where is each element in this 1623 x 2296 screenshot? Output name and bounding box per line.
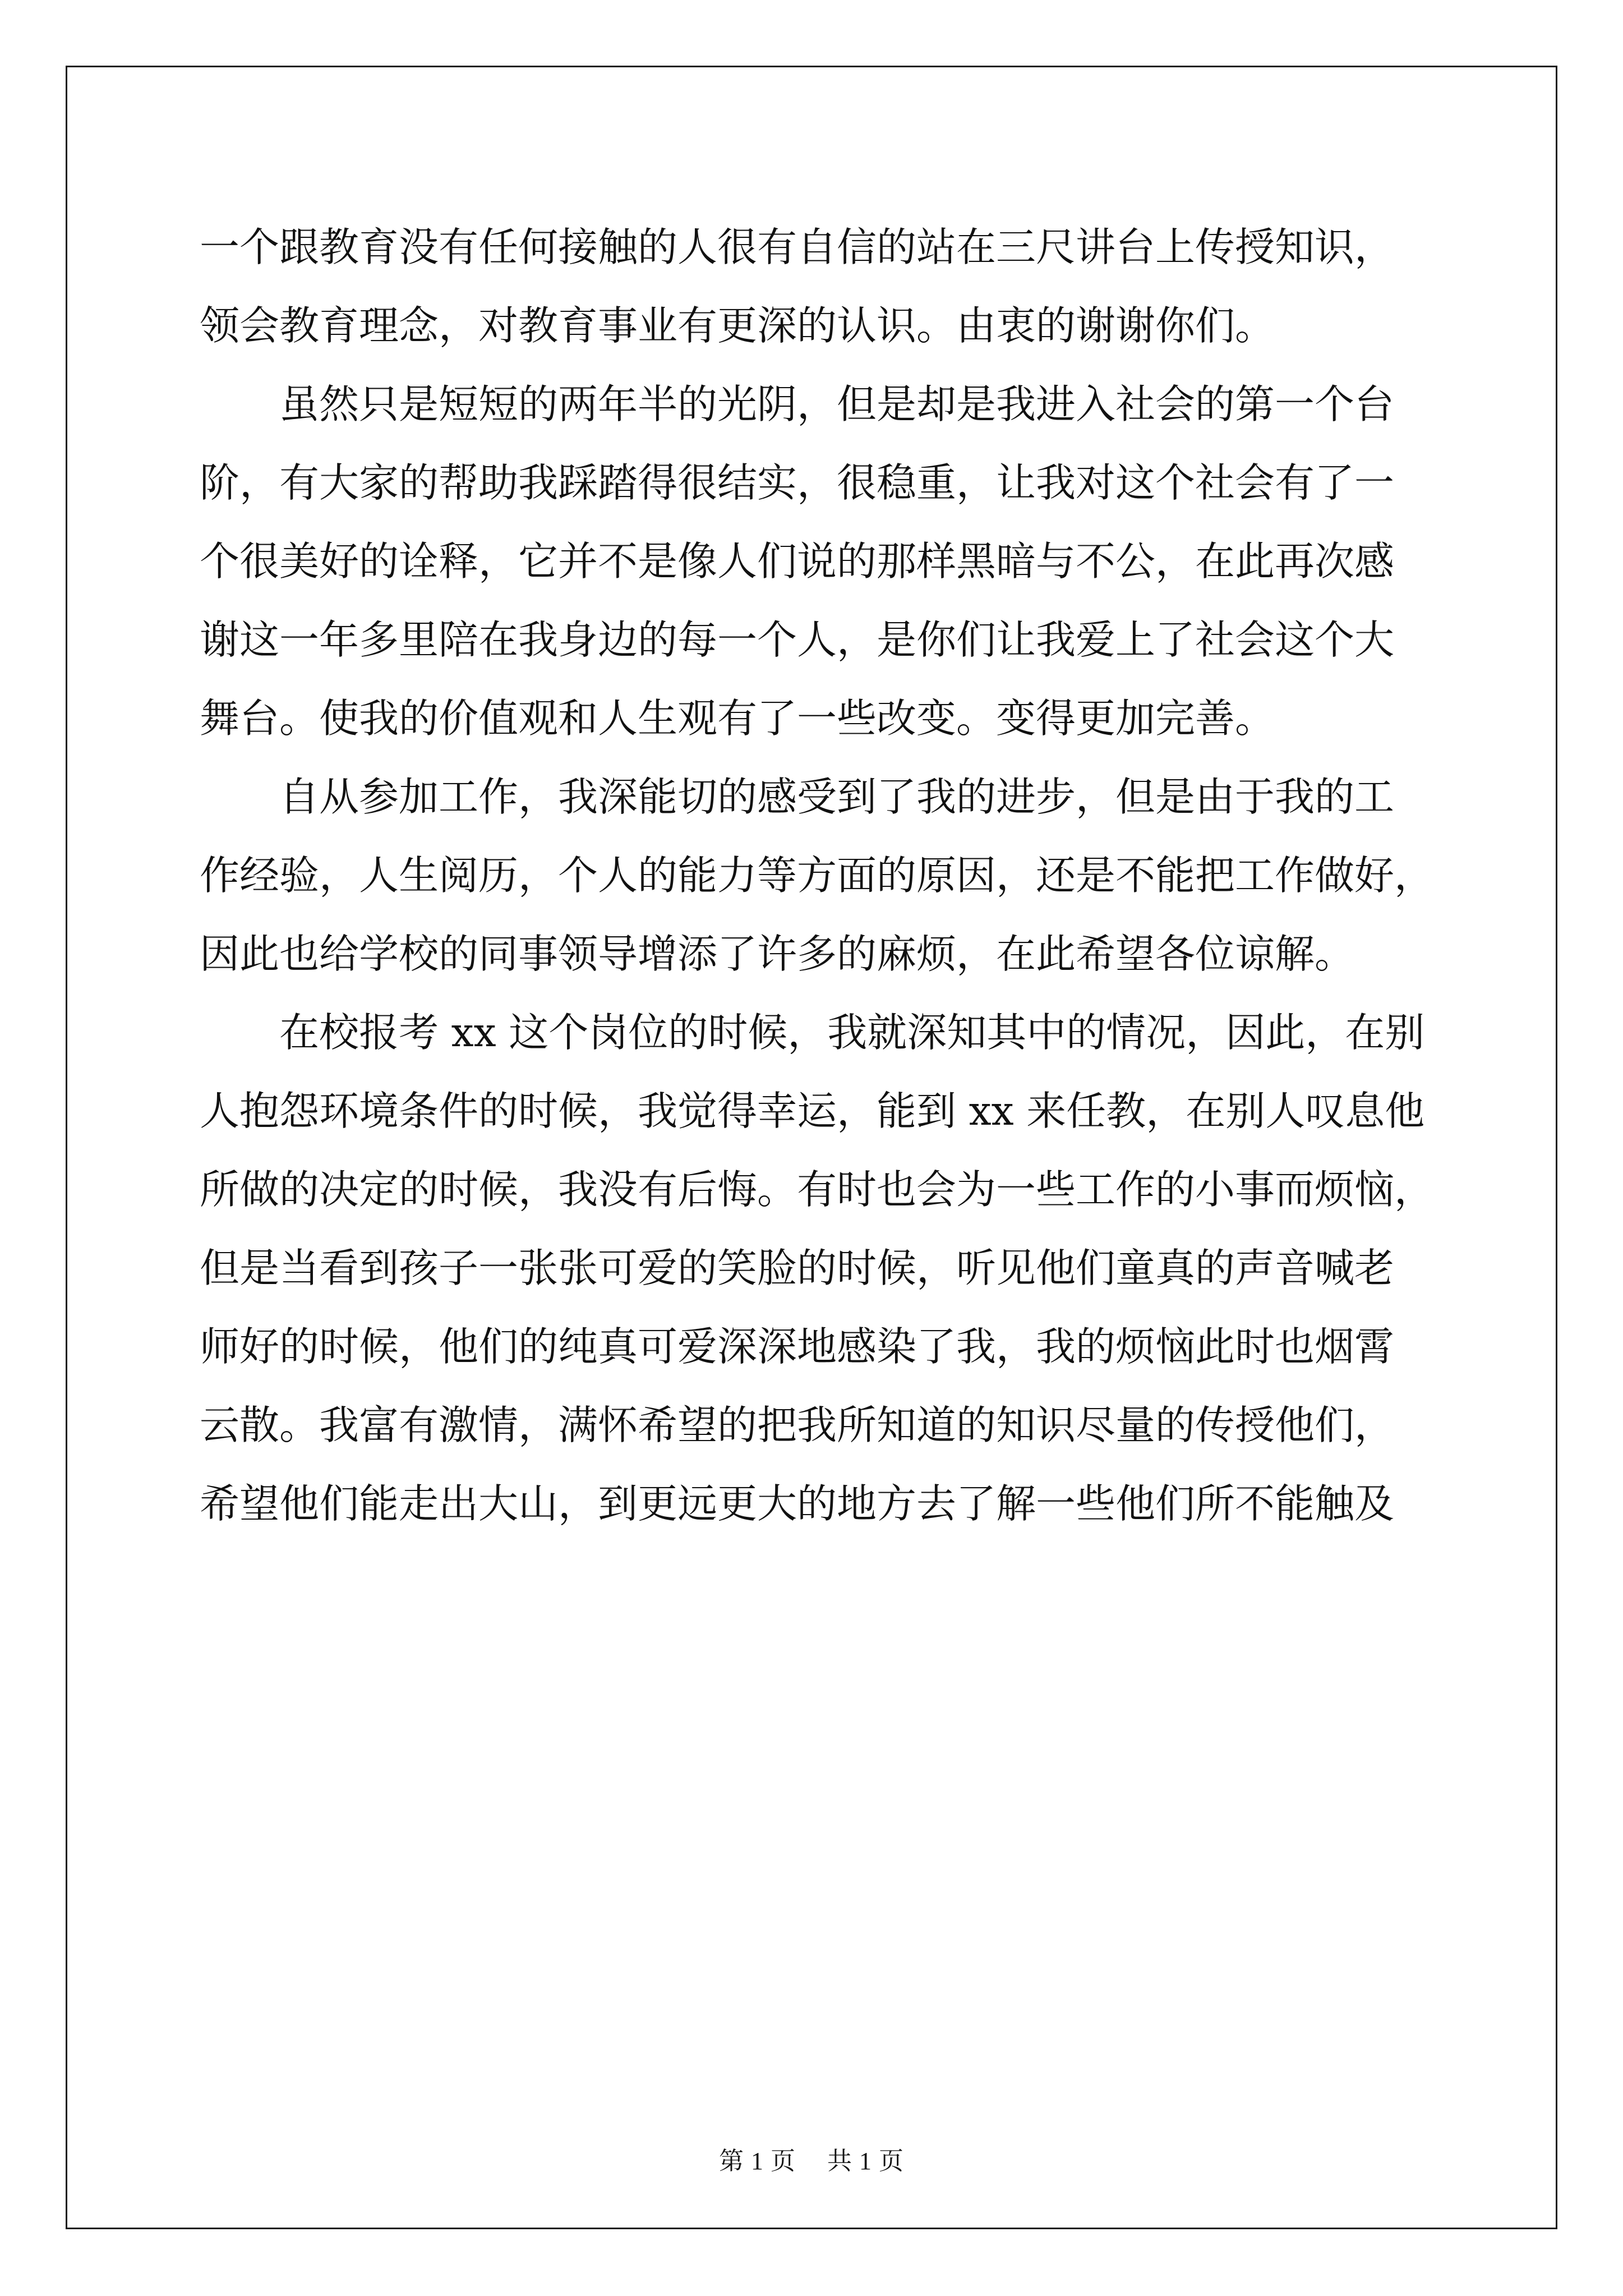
text-line: 舞台。使我的价值观和人生观有了一些改变。变得更加完善。 xyxy=(200,695,1275,742)
text-line: 谢这一年多里陪在我身边的每一个人，是你们让我爱上了社会这个大 xyxy=(200,616,1395,663)
text-line: 希望他们能走出大山，到更远更大的地方去了解一些他们所不能触及 xyxy=(200,1480,1395,1527)
text-line: 自从参加工作，我深能切的感受到了我的进步，但是由于我的工 xyxy=(279,774,1395,820)
text-line: 阶，有大家的帮助我踩踏得很结实，很稳重，让我对这个社会有了一 xyxy=(200,459,1395,506)
text-line: 人抱怨环境条件的时候，我觉得幸运，能到 xx 来任教，在别人叹息他 xyxy=(200,1088,1425,1134)
text-line: 但是当看到孩子一张张可爱的笑脸的时候，听见他们童真的声音喊老 xyxy=(200,1245,1395,1291)
page-footer xyxy=(0,2141,1623,2177)
paragraph-1 xyxy=(200,208,1422,365)
page-number: 第 1 页 xyxy=(719,2147,796,2175)
text-line: 云散。我富有激情，满怀希望的把我所知道的知识尽量的传授他们， xyxy=(200,1402,1395,1448)
text-line: 作经验，人生阅历，个人的能力等方面的原因，还是不能把工作做好， xyxy=(200,852,1435,899)
page-total: 共 1 页 xyxy=(827,2147,904,2175)
text-line: 虽然只是短短的两年半的光阴，但是却是我进入社会的第一个台 xyxy=(279,381,1395,427)
text-line: 个很美好的诠释，它并不是像人们说的那样黑暗与不公，在此再次感 xyxy=(200,538,1395,585)
text-line: 一个跟教育没有任何接触的人很有自信的站在三尺讲台上传授知识， xyxy=(200,224,1395,270)
text-line: 师好的时候，他们的纯真可爱深深地感染了我，我的烦恼此时也烟霄 xyxy=(200,1323,1395,1370)
text-line: 在校报考 xx 这个岗位的时候，我就深知其中的情况，因此，在别 xyxy=(279,1009,1425,1056)
paragraph-2 xyxy=(200,365,1422,758)
text-line: 所做的决定的时候，我没有后悔。有时也会为一些工作的小事而烦恼， xyxy=(200,1166,1435,1213)
paragraph-4 xyxy=(200,993,1435,1543)
paragraph-3 xyxy=(200,758,1435,993)
text-line: 因此也给学校的同事领导增添了许多的麻烦，在此希望各位谅解。 xyxy=(200,931,1355,977)
document-body xyxy=(200,208,1435,1543)
text-line: 领会教育理念，对教育事业有更深的认识。由衷的谢谢你们。 xyxy=(200,302,1275,349)
